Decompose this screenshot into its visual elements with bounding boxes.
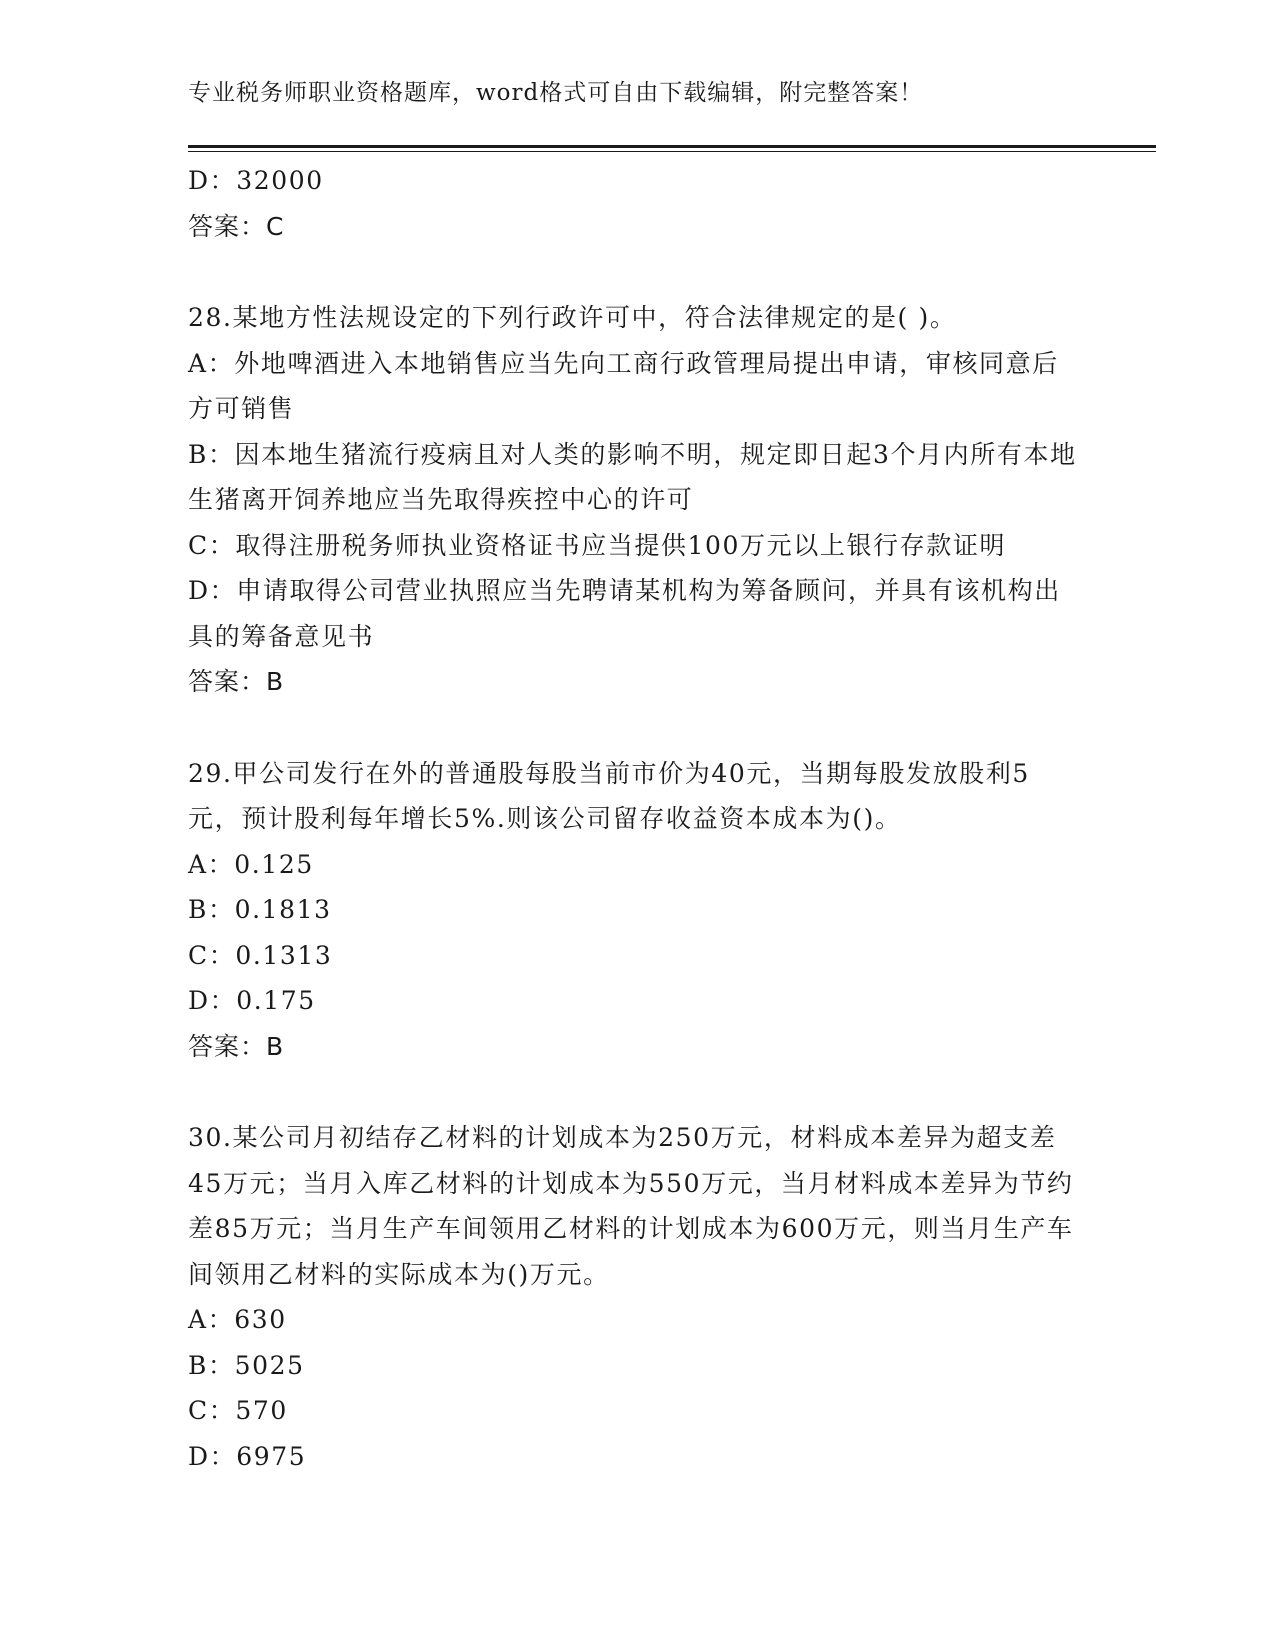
question-30 <box>188 1115 1078 1479</box>
option-c: C：570 <box>188 1396 288 1425</box>
option-d: D：申请取得公司营业执照应当先聘请某机构为筹备顾问，并具有该机构出具的筹备意见书 <box>188 576 1061 651</box>
prev-option-d: D：32000 <box>188 166 324 195</box>
question-stem: 29.甲公司发行在外的普通股每股当前市价为40元，当期每股发放股利5元，预计股利每年增长5%.则该公司留存收益资本成本为()。 <box>188 758 1030 833</box>
spacer <box>188 705 1078 751</box>
document-body <box>188 158 1078 1479</box>
question-29 <box>188 751 1078 1070</box>
header-rule-thin <box>188 151 1156 152</box>
option-c: C：取得注册税务师执业资格证书应当提供100万元以上银行存款证明 <box>188 530 1007 560</box>
option-c: C：0.1313 <box>188 940 333 970</box>
question-answer: 答案：B <box>188 667 285 696</box>
header-rule-thick <box>188 145 1156 148</box>
spacer <box>188 1069 1078 1115</box>
question-stem: 28.某地方性法规设定的下列行政许可中，符合法律规定的是( )。 <box>188 303 957 332</box>
page-header: 专业税务师职业资格题库，word格式可自由下载编辑，附完整答案！ <box>188 80 924 106</box>
prev-answer: 答案：C <box>188 211 285 241</box>
option-d: D：0.175 <box>188 986 316 1015</box>
option-a: A：0.125 <box>188 849 314 879</box>
option-b: B：5025 <box>188 1350 305 1380</box>
question-stem: 30.某公司月初结存乙材料的计划成本为250万元，材料成本差异为超支差45万元；当月入库乙材料的计划成本为550万元，当月材料成本差异为节约差85万元；当月生产车间领用乙材料的计划成本为600万元，则当月生产车间领用乙材料的实际成本为()万元。 <box>188 1123 1074 1289</box>
question-answer: 答案：B <box>188 1031 285 1061</box>
option-b: B：因本地生猪流行疫病且对人类的影响不明，规定即日起3个月内所有本地生猪离开饲养地应当先取得疾控中心的许可 <box>188 439 1077 514</box>
option-a: A：630 <box>188 1305 287 1334</box>
question-28 <box>188 295 1078 705</box>
option-d: D：6975 <box>188 1441 307 1471</box>
spacer <box>188 249 1078 295</box>
option-b: B：0.1813 <box>188 895 332 924</box>
option-a: A：外地啤酒进入本地销售应当先向工商行政管理局提出申请，审核同意后方可销售 <box>188 348 1059 423</box>
